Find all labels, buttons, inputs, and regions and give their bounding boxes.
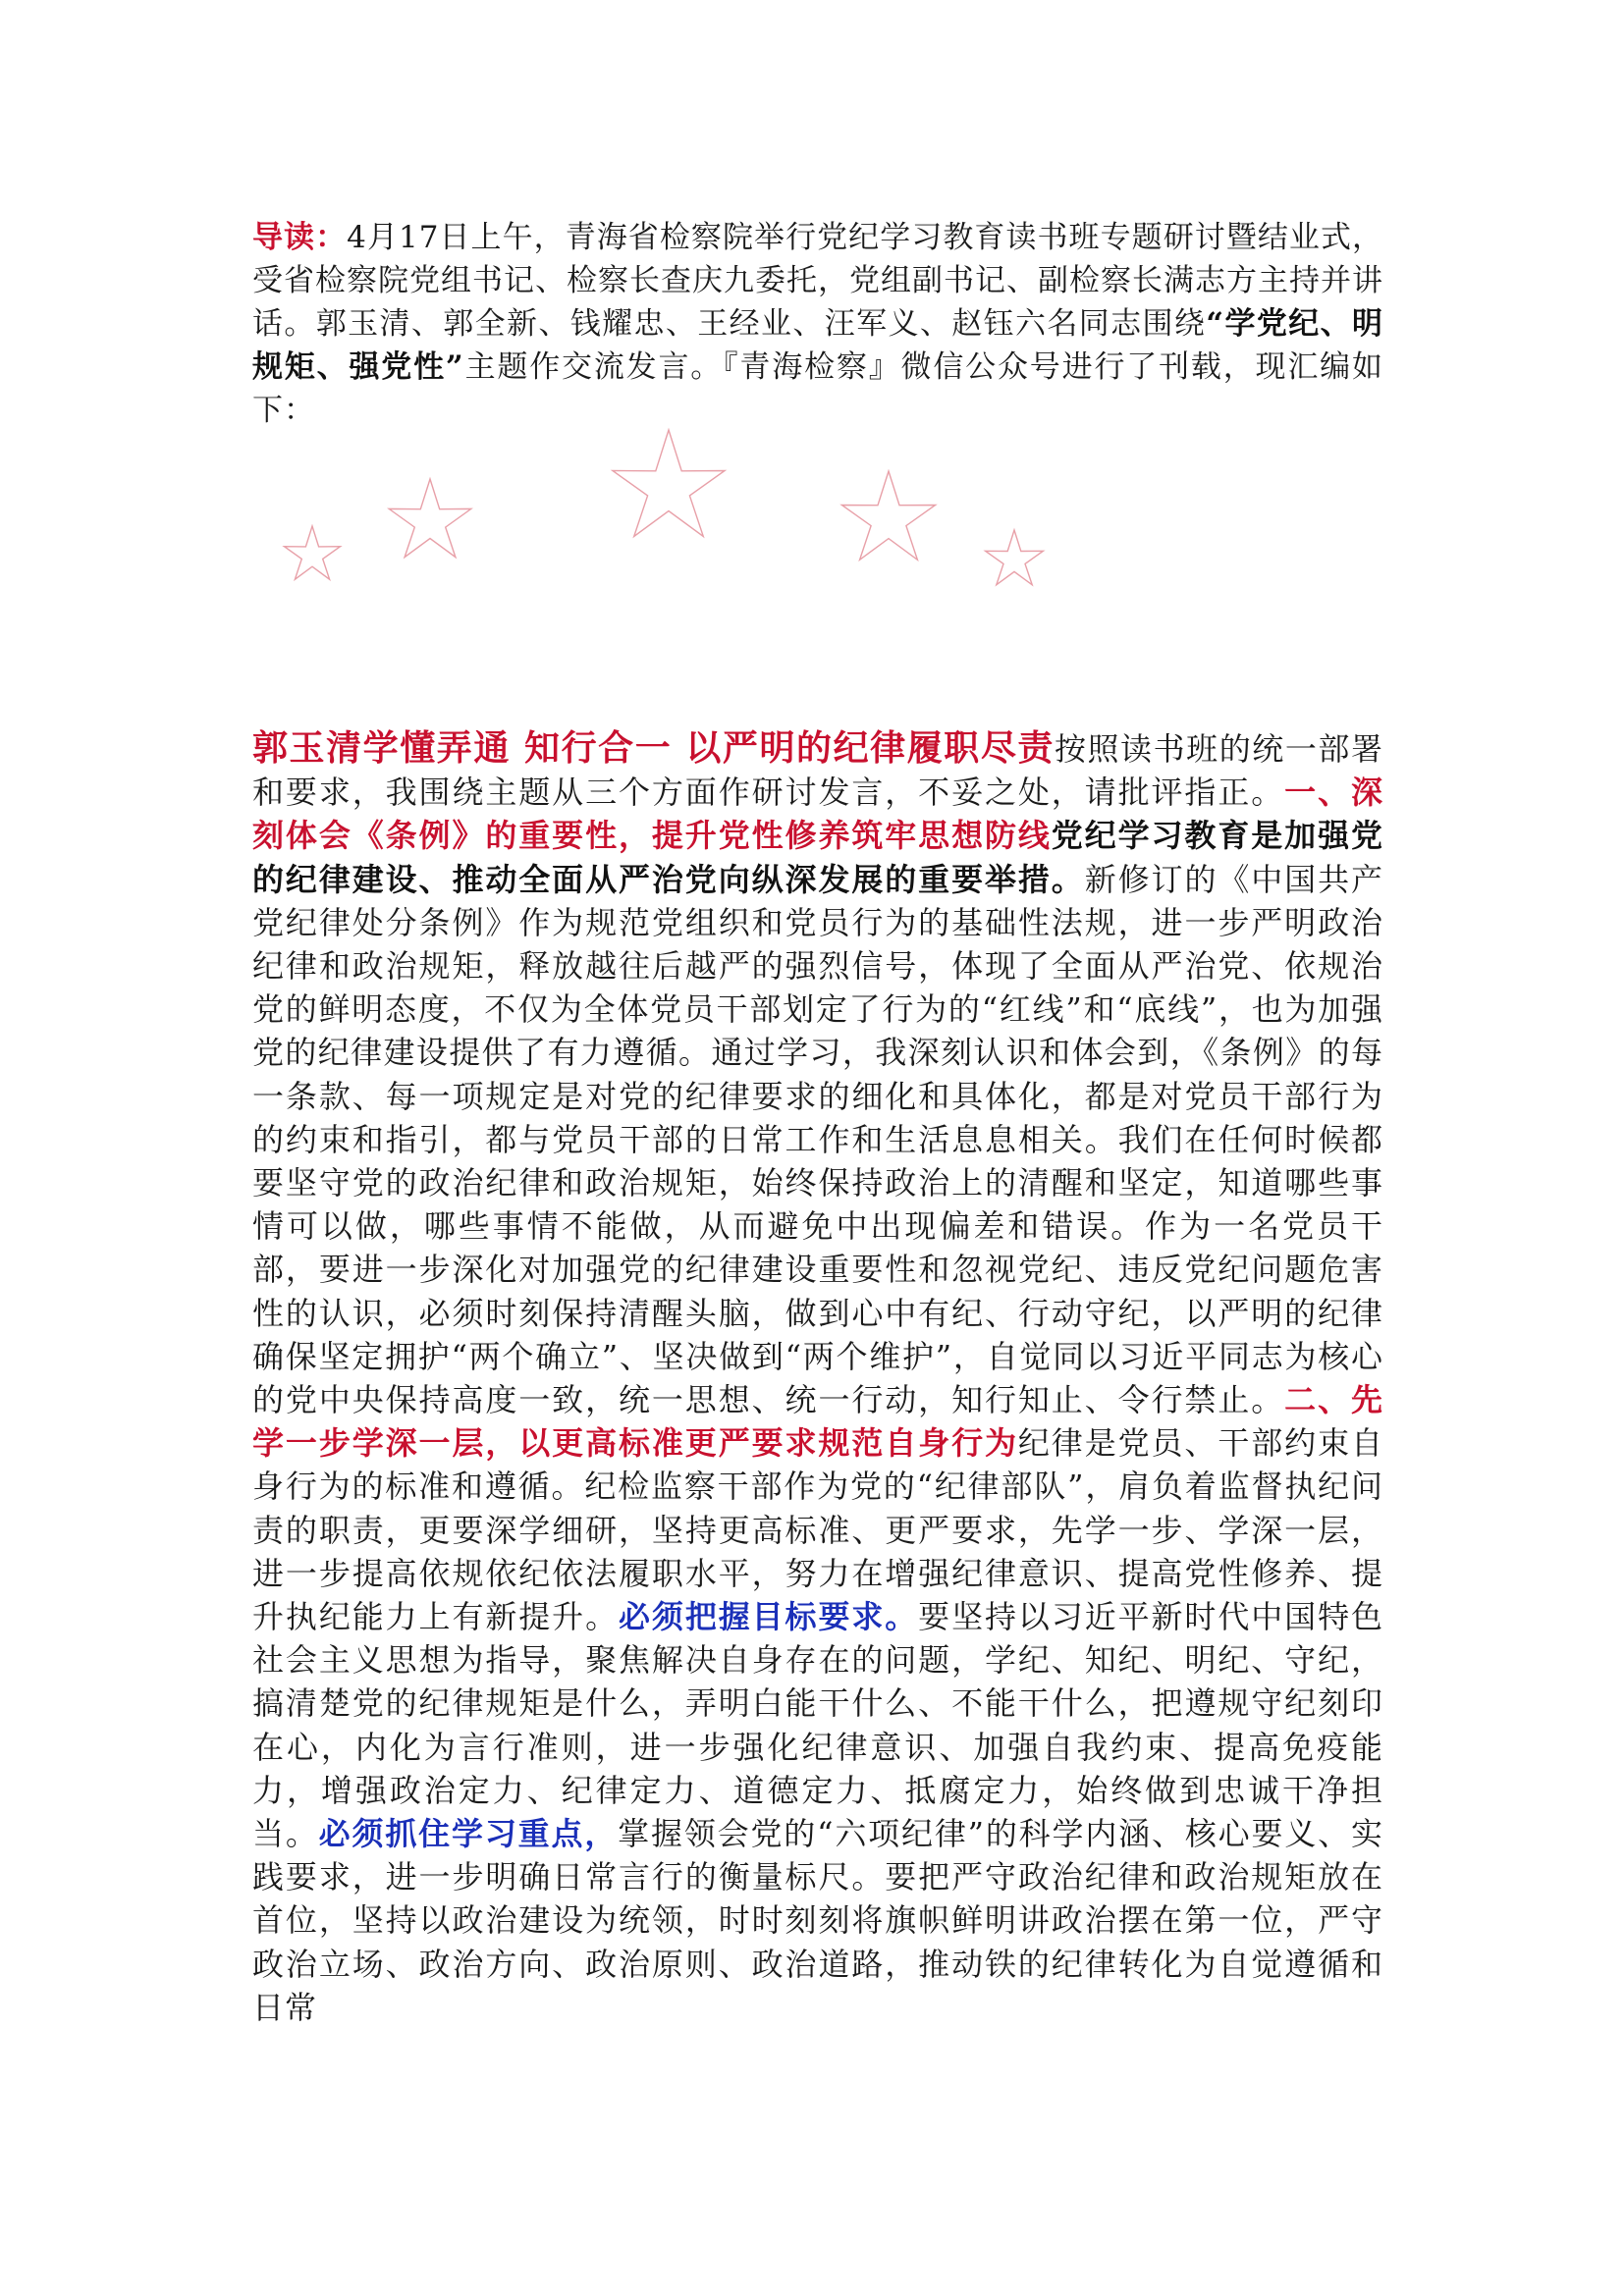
section-1-body: 新修订的《中国共产党纪律处分条例》作为规范党组织和党员行为的基础性法规，进一步严明政治纪律和政治规矩，释放越往后越严的强烈信号，体现了全面从严治党、依规治党的鲜明态度，不仅为全体党员干部划定了行为的“红线”和“底线”，也为加强党的纪律建设提供了有力遵循。通过学习，我深刻认识和体会到，《条例》的每一条款、每一项规定是对党的纪律要求的细化和具体化，都是对党员干部行为的约束和指引，都与党员干部的日常工作和生活息息相关。我们在任何时候都要坚守党的政治纪律和政治规矩，始终保持政治上的清醒和坚定，知道哪些事情可以做，哪些事情不能做，从而避免中出现偏差和错误。作为一名党员干部，要进一步深化对加强党的纪律建设重要性和忽视党纪、违反党纪问题危害性的认识，必须时刻保持清醒头脑，做到心中有纪、行动守纪，以严明的纪律确保坚定拥护“两个确立”、坚决做到“两个维护”，自觉同以习近平同志为核心的党中央保持高度一致，统一思想、统一行动，知行知止、令行禁止。: [252, 860, 1383, 1419]
intro-text-end: 主题作交流发言。『青海检察』微信公众号进行了刊载，现汇编如下：: [252, 349, 1383, 428]
section-1-heading: 一、深刻体会《条例》的重要性，提升党性修养筑牢思想防线: [252, 774, 1383, 855]
section-2-body-b: 掌握领会党的“六项纪律”的科学内涵、核心要义、实践要求，进一步明确日常言行的衡量标尺。要把严守政治纪律和政治规矩放在首位，坚持以政治建设为统领，时时刻刻将旗帜鲜明讲政治摆在第一位，严守政治立场、政治方向、政治原则、政治道路，推动铁的纪律转化为自觉遵循和日常: [252, 1815, 1383, 2026]
section-2-body: 纪律是党员、干部约束自身行为的标准和遵循。纪检监察干部作为党的“纪律部队”，肩负着监督执纪问责的职责，更要深学细研，坚持更高标准、更严要求，先学一步、学深一层，进一步提高依规依纪依法履职水平，努力在增强纪律意识、提高党性修养、提升执纪能力上有新提升。: [252, 1424, 1383, 1636]
article-body: [252, 726, 1383, 2029]
section-1-lead: 党纪学习教育是加强党的纪律建设、推动全面从严治党向纵深发展的重要举措。: [252, 817, 1383, 898]
intro-label: 导读：: [252, 220, 348, 255]
intro-text: 4月17日上午，青海省检察院举行党纪学习教育读书班专题研讨暨结业式，受省检察院党组书记、检察长查庆九委托，党组副书记、副检察长满志方主持并讲话。郭玉清、郭全新、钱耀忠、王经业、汪军义、赵钰六名同志围绕: [252, 220, 1384, 342]
intro-theme: “学党纪、明规矩、强党性”: [252, 306, 1383, 385]
intro-paragraph: [252, 216, 1383, 432]
article-opening: 按照读书班的统一部署和要求，我围绕主题从三个方面作研讨发言，不妥之处，请批评指正。: [252, 730, 1383, 812]
stars-decoration: [250, 422, 1075, 618]
outline-star-icon: [613, 430, 725, 537]
article-title: 郭玉清学懂弄通 知行合一 以严明的纪律履职尽责: [252, 727, 1055, 769]
section-2-heading: 二、先学一步学深一层，以更高标准更严要求规范自身行为: [252, 1381, 1383, 1463]
section-2-lead-a: 必须把握目标要求。: [619, 1598, 919, 1636]
outline-star-icon: [986, 530, 1044, 585]
outline-star-icon: [841, 471, 935, 560]
section-2-body-a: 要坚持以习近平新时代中国特色社会主义思想为指导，聚焦解决自身存在的问题，学纪、知纪、明纪、守纪，搞清楚党的纪律规矩是什么，弄明白能干什么、不能干什么，把遵规守纪刻印在心，内化为言行准则，进一步强化纪律意识、加强自我约束、提高免疫能力，增强政治定力、纪律定力、道德定力、抵腐定力，始终做到忠诚干净担当。: [252, 1598, 1383, 1853]
outline-star-icon: [389, 479, 471, 558]
outline-star-icon: [285, 526, 341, 579]
section-2-lead-b: 必须抓住学习重点，: [318, 1815, 619, 1853]
